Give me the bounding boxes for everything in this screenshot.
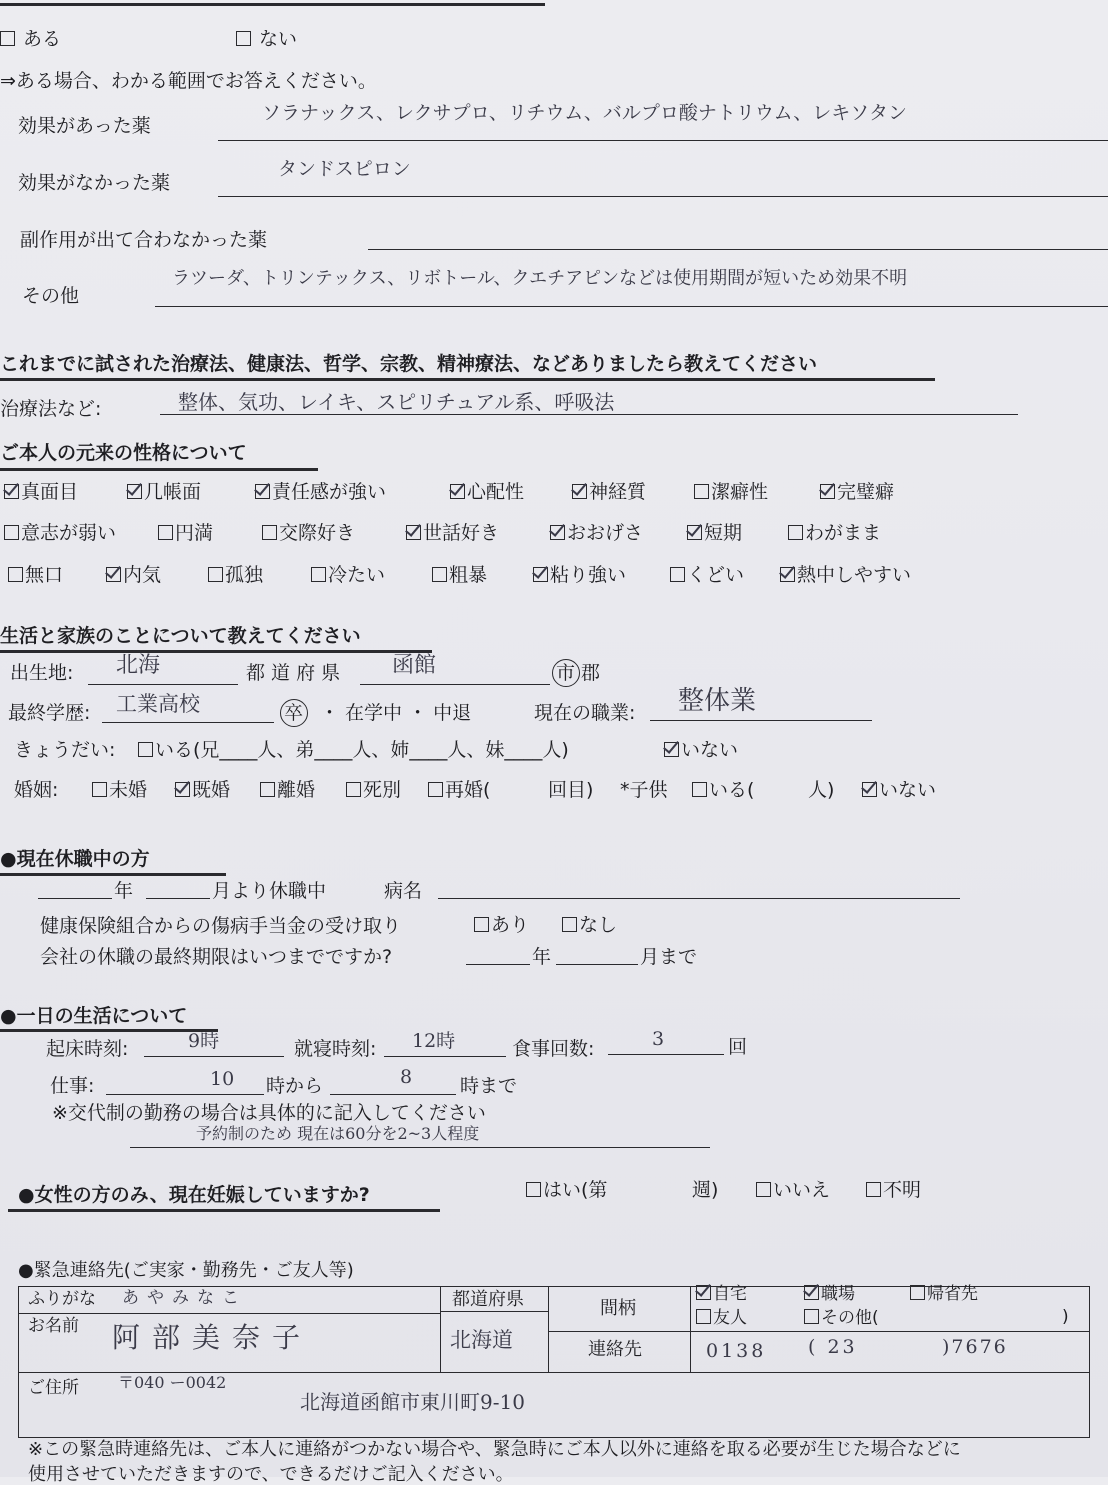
table-col-1 bbox=[440, 1286, 441, 1372]
trait-tsumetai[interactable]: 冷たい bbox=[311, 566, 385, 585]
address-label: ご住所 bbox=[28, 1378, 79, 1398]
checkbox[interactable] bbox=[862, 782, 877, 797]
work-to-value[interactable]: 8 bbox=[400, 1066, 413, 1088]
checkbox[interactable] bbox=[696, 1309, 711, 1324]
shift-line bbox=[130, 1147, 710, 1148]
wake-value[interactable]: 9時 bbox=[188, 1030, 220, 1052]
trait-nebarizuyoi[interactable]: 粘り強い bbox=[533, 566, 626, 585]
wake-label: 起床時刻: bbox=[46, 1038, 129, 1060]
children-no[interactable]: いない bbox=[862, 781, 936, 800]
therapy-value[interactable]: 整体、気功、レイキ、スピリチュアル系、呼吸法 bbox=[178, 390, 615, 414]
med-none-option[interactable]: ない bbox=[236, 30, 297, 49]
top-border bbox=[0, 3, 545, 6]
side-effect-label: 副作用が出て合わなかった薬 bbox=[20, 229, 268, 251]
checkbox[interactable] bbox=[175, 782, 190, 797]
checkbox[interactable] bbox=[0, 31, 15, 46]
checkbox[interactable] bbox=[432, 567, 447, 582]
trait-keppeki[interactable]: 潔癖性 bbox=[694, 483, 768, 502]
leave-heading: ●現在休職中の方 bbox=[0, 848, 150, 870]
birthplace-pref-value[interactable]: 北海 bbox=[116, 653, 161, 678]
pref-value[interactable]: 北海道 bbox=[450, 1328, 513, 1352]
marriage-remarried[interactable]: 再婚( bbox=[428, 781, 490, 800]
checkbox[interactable] bbox=[562, 917, 577, 932]
remarried-times: 回目) bbox=[548, 779, 594, 801]
footer-note-2: 使用させていただきますので、できるだけご記入ください。 bbox=[28, 1464, 514, 1485]
checkbox[interactable] bbox=[4, 525, 19, 540]
work-to: 時まで bbox=[460, 1075, 518, 1097]
trait-necchu[interactable]: 熱中しやすい bbox=[780, 566, 911, 585]
checkbox[interactable] bbox=[788, 525, 803, 540]
trait-kosaizuki[interactable]: 交際好き bbox=[262, 524, 355, 543]
table-mid-divider bbox=[548, 1331, 690, 1332]
therapy-heading: これまでに試された治療法、健康法、哲学、宗教、精神療法、などありましたら教えてください bbox=[0, 353, 818, 375]
checkbox[interactable] bbox=[696, 1285, 711, 1300]
deadline-year-line bbox=[466, 964, 530, 965]
checkbox[interactable] bbox=[820, 484, 835, 499]
other-line bbox=[155, 306, 1108, 307]
education-value[interactable]: 工業高校 bbox=[116, 692, 200, 716]
checkbox[interactable] bbox=[92, 782, 107, 797]
checkbox[interactable] bbox=[670, 567, 685, 582]
relation-other-close: ) bbox=[1062, 1307, 1069, 1327]
trait-oogesa[interactable]: おおげさ bbox=[550, 524, 643, 543]
allowance-yes[interactable]: あり bbox=[474, 916, 529, 935]
emergency-heading: ●緊急連絡先(ご実家・勤務先・ご友人等) bbox=[18, 1260, 354, 1281]
work-label: 仕事: bbox=[50, 1075, 95, 1097]
checkbox[interactable] bbox=[533, 567, 548, 582]
trait-shinkeishitsu[interactable]: 神経質 bbox=[572, 483, 646, 502]
leave-month-from: 月より休職中 bbox=[212, 880, 327, 902]
med-exist-option[interactable]: ある bbox=[0, 30, 61, 49]
name-label: お名前 bbox=[28, 1316, 79, 1336]
leave-heading-rule bbox=[0, 873, 226, 876]
address-value[interactable]: 北海道函館市東川町9-10 bbox=[300, 1390, 525, 1414]
sleep-line bbox=[384, 1056, 506, 1057]
city-suffix: 市 郡 bbox=[556, 662, 601, 684]
checkbox[interactable] bbox=[406, 525, 421, 540]
checkbox[interactable] bbox=[780, 567, 795, 582]
life-heading-rule bbox=[0, 650, 432, 653]
children-label: *子供 bbox=[620, 779, 668, 801]
pref-label: 都道府県 bbox=[452, 1289, 524, 1310]
postal-value[interactable]: 〒040 ー0042 bbox=[118, 1373, 227, 1392]
shift-value[interactable]: 予約制のため 現在は60分を2~3人程度 bbox=[196, 1124, 480, 1143]
trait-kudoi[interactable]: くどい bbox=[670, 566, 744, 585]
therapy-heading-rule bbox=[0, 378, 935, 381]
work-to-line bbox=[330, 1094, 456, 1095]
disease-label: 病名 bbox=[384, 880, 423, 902]
education-line bbox=[102, 722, 274, 723]
pregnancy-week: 週) bbox=[692, 1179, 719, 1201]
leave-month-line bbox=[146, 898, 210, 899]
job-label: 現在の職業: bbox=[534, 702, 636, 724]
trait-sobo[interactable]: 粗暴 bbox=[432, 566, 487, 585]
checkbox[interactable] bbox=[664, 742, 679, 757]
education-graduated[interactable]: 卒 bbox=[284, 702, 304, 724]
checkbox[interactable] bbox=[255, 484, 270, 499]
relation-hometown[interactable]: 帰省先 bbox=[910, 1285, 978, 1303]
phone-area[interactable]: 0138 bbox=[706, 1340, 767, 1362]
checkbox[interactable] bbox=[692, 782, 707, 797]
therapy-label: 治療法など: bbox=[0, 398, 102, 420]
children-count-suffix: 人) bbox=[808, 779, 835, 801]
checkbox[interactable] bbox=[450, 484, 465, 499]
meals-line bbox=[608, 1054, 724, 1055]
trait-mukuchi[interactable]: 無口 bbox=[8, 566, 63, 585]
work-from-line bbox=[106, 1094, 264, 1095]
job-line bbox=[650, 720, 872, 721]
pregnancy-question: ●女性の方のみ、現在妊娠していますか? bbox=[18, 1184, 370, 1206]
trait-tanki[interactable]: 短期 bbox=[687, 524, 742, 543]
ineffective-label: 効果がなかった薬 bbox=[18, 172, 171, 194]
allowance-no[interactable]: なし bbox=[562, 916, 617, 935]
checkbox[interactable] bbox=[262, 525, 277, 540]
pregnancy-rule bbox=[8, 1209, 440, 1212]
marriage-divorced[interactable]: 離婚 bbox=[260, 781, 315, 800]
checkbox[interactable] bbox=[694, 484, 709, 499]
trait-shinpaisho[interactable]: 心配性 bbox=[450, 483, 524, 502]
table-col-2 bbox=[548, 1286, 549, 1372]
relation-label: 間柄 bbox=[600, 1298, 636, 1319]
other-value[interactable]: ラツーダ、トリンテックス、リボトール、クエチアピンなどは使用期間が短いため効果不明 bbox=[172, 268, 908, 289]
work-from: 時から bbox=[266, 1075, 324, 1097]
relation-work[interactable]: 職場 bbox=[804, 1285, 855, 1303]
checkbox[interactable] bbox=[260, 782, 275, 797]
table-pref-divider bbox=[440, 1311, 548, 1312]
pregnancy-unknown[interactable]: 不明 bbox=[866, 1181, 921, 1200]
personality-heading: ご本人の元来の性格について bbox=[0, 442, 247, 464]
deadline-question: 会社の休職の最終期限はいつまでですか? bbox=[40, 946, 393, 968]
checkbox[interactable] bbox=[8, 567, 23, 582]
trait-sewazuki[interactable]: 世話好き bbox=[406, 524, 499, 543]
checkbox[interactable] bbox=[550, 525, 565, 540]
graduated-circle-mark bbox=[280, 699, 308, 727]
table-row-line-1 bbox=[18, 1313, 440, 1314]
effective-line bbox=[218, 140, 1108, 141]
deadline-month: 月まで bbox=[640, 946, 698, 968]
footer-note: ※この緊急時連絡先は、ご本人に連絡がつかない場合や、緊急時にご本人以外に連絡を取る必要が生じた場合などに bbox=[28, 1439, 961, 1460]
marriage-label: 婚姻: bbox=[14, 779, 59, 801]
deadline-month-line bbox=[556, 964, 638, 965]
pregnancy-no[interactable]: いいえ bbox=[756, 1181, 830, 1200]
marriage-widowed[interactable]: 死別 bbox=[346, 781, 401, 800]
siblings-yes[interactable]: いる(兄____人、弟____人、姉____人、妹____人) bbox=[138, 741, 569, 760]
checkbox[interactable] bbox=[756, 1182, 771, 1197]
pref-suffix: 都 道 府 県 bbox=[246, 662, 341, 684]
city-circle-mark bbox=[552, 659, 580, 687]
checkbox[interactable] bbox=[138, 742, 153, 757]
life-heading: 生活と家族のことについて教えてください bbox=[0, 625, 361, 647]
trait-kanpeki[interactable]: 完璧癖 bbox=[820, 483, 894, 502]
ineffective-value[interactable]: タンドスピロン bbox=[278, 158, 411, 180]
leave-year-line bbox=[38, 898, 112, 899]
checkbox[interactable] bbox=[158, 525, 173, 540]
emergency-table bbox=[18, 1286, 1090, 1438]
education-label: 最終学歴: bbox=[8, 702, 91, 724]
deadline-year: 年 bbox=[532, 946, 552, 968]
furigana-value[interactable]: あやみなこ bbox=[122, 1288, 247, 1308]
other-label: その他 bbox=[22, 285, 80, 307]
checkbox[interactable] bbox=[346, 782, 361, 797]
siblings-label: きょうだい: bbox=[14, 739, 116, 761]
ineffective-line bbox=[218, 196, 1108, 197]
checkbox[interactable] bbox=[428, 782, 443, 797]
checkbox[interactable] bbox=[687, 525, 702, 540]
phone-last[interactable]: )7676 bbox=[942, 1336, 1008, 1358]
meals-value[interactable]: 3 bbox=[652, 1028, 665, 1050]
meals-unit: 回 bbox=[728, 1036, 748, 1058]
checkbox[interactable] bbox=[572, 484, 587, 499]
daily-heading: ●一日の生活について bbox=[0, 1005, 188, 1027]
trait-enman[interactable]: 円満 bbox=[158, 524, 213, 543]
relation-other[interactable]: その他( bbox=[804, 1309, 879, 1327]
checkbox[interactable] bbox=[4, 484, 19, 499]
work-from-value[interactable]: 10 bbox=[210, 1068, 235, 1090]
birthplace-label: 出生地: bbox=[10, 662, 74, 684]
furigana-label: ふりがな bbox=[28, 1289, 96, 1309]
trait-uchiki[interactable]: 内気 bbox=[106, 566, 161, 585]
trait-sekinin[interactable]: 責任感が強い bbox=[255, 483, 386, 502]
relation-home[interactable]: 自宅 bbox=[696, 1285, 747, 1303]
effective-label: 効果があった薬 bbox=[18, 115, 151, 137]
job-value[interactable]: 整体業 bbox=[678, 686, 757, 716]
table-col-3 bbox=[690, 1286, 691, 1372]
birthplace-city-value[interactable]: 函館 bbox=[392, 653, 437, 678]
checkbox[interactable] bbox=[910, 1285, 925, 1300]
checkbox[interactable] bbox=[106, 567, 121, 582]
allowance-question: 健康保険組合からの傷病手当金の受け取り bbox=[40, 915, 402, 937]
checkbox[interactable] bbox=[127, 484, 142, 499]
checkbox[interactable] bbox=[526, 1182, 541, 1197]
pregnancy-yes[interactable]: はい(第 bbox=[526, 1181, 607, 1200]
phone-mid[interactable]: ( 23 bbox=[808, 1336, 858, 1358]
meals-label: 食事回数: bbox=[512, 1038, 595, 1060]
contact-label: 連絡先 bbox=[588, 1339, 642, 1360]
trait-wagamama[interactable]: わがまま bbox=[788, 524, 881, 543]
table-relation-divider bbox=[690, 1331, 1090, 1332]
personality-heading-rule bbox=[0, 468, 318, 471]
children-yes[interactable]: いる( bbox=[692, 781, 754, 800]
effective-value[interactable]: ソラナックス、レクサプロ、リチウム、バルプロ酸ナトリウム、レキソタン bbox=[262, 102, 908, 124]
education-options[interactable]: ・ 在学中 ・ 中退 bbox=[320, 702, 472, 724]
trait-kichomen[interactable]: 几帳面 bbox=[127, 483, 201, 502]
relation-friend[interactable]: 友人 bbox=[696, 1309, 747, 1327]
side-effect-line bbox=[368, 249, 1108, 250]
sleep-value[interactable]: 12時 bbox=[412, 1030, 456, 1052]
trait-kodoku[interactable]: 孤独 bbox=[208, 566, 263, 585]
therapy-line bbox=[160, 414, 1018, 415]
daily-heading-rule bbox=[0, 1029, 218, 1032]
trait-majime[interactable]: 真面目 bbox=[4, 483, 78, 502]
leave-year: 年 bbox=[114, 880, 134, 902]
birthplace-city-line bbox=[360, 684, 550, 685]
med-instruction: ⇒ある場合、わかる範囲でお答えください。 bbox=[0, 70, 377, 92]
checkbox[interactable] bbox=[804, 1285, 819, 1300]
checkbox[interactable] bbox=[474, 917, 489, 932]
name-value[interactable]: 阿部美奈子 bbox=[112, 1321, 313, 1354]
checkbox[interactable] bbox=[866, 1182, 881, 1197]
checkbox[interactable] bbox=[236, 31, 251, 46]
marriage-unmarried[interactable]: 未婚 bbox=[92, 781, 147, 800]
disease-line bbox=[438, 898, 960, 899]
wake-line bbox=[144, 1056, 284, 1057]
marriage-married[interactable]: 既婚 bbox=[175, 781, 230, 800]
checkbox[interactable] bbox=[208, 567, 223, 582]
shift-note: ※交代制の勤務の場合は具体的に記入してください bbox=[52, 1102, 486, 1124]
sleep-label: 就寝時刻: bbox=[294, 1038, 377, 1060]
birthplace-pref-line bbox=[88, 684, 238, 685]
checkbox[interactable] bbox=[311, 567, 326, 582]
trait-ishiyowai[interactable]: 意志が弱い bbox=[4, 524, 116, 543]
siblings-no[interactable]: いない bbox=[664, 741, 738, 760]
checkbox[interactable] bbox=[804, 1309, 819, 1324]
